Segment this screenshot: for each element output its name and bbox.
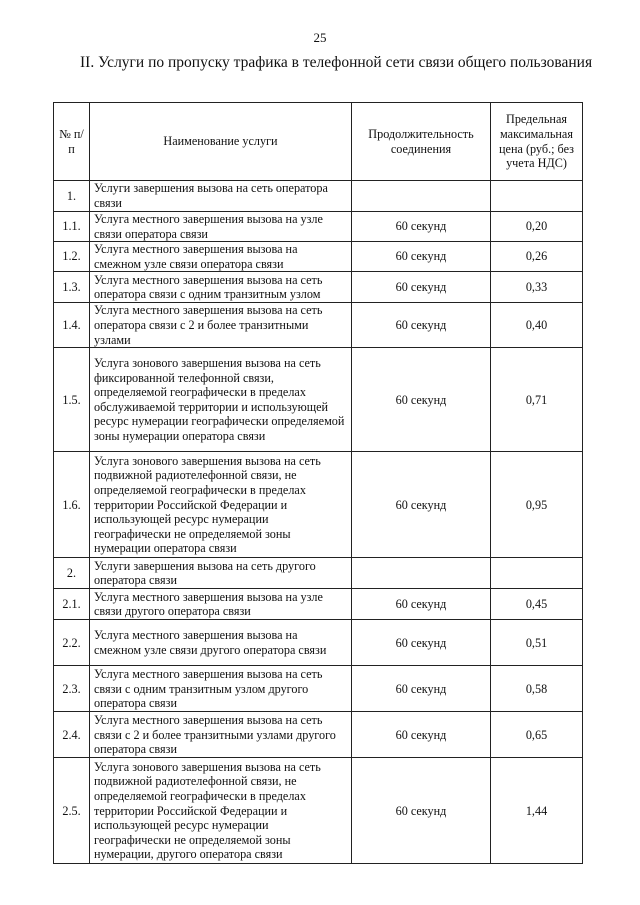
row-duration: 60 секунд — [352, 452, 491, 558]
header-duration: Продолжительность соединения — [352, 103, 491, 181]
table-row — [54, 272, 583, 303]
row-num: 1.6. — [54, 452, 90, 558]
header-name: Наименование услуги — [90, 103, 352, 181]
row-num: 2.5. — [54, 758, 90, 864]
table-row — [54, 620, 583, 666]
row-price: 0,65 — [491, 712, 583, 758]
row-name: Услуга зонового завершения вызова на сеть фиксированной телефонной связи, определяемой географически в пределах обслуживаемой территории и использующей ресурс нумерации географически определяемой зоны нумерации оператора связи — [90, 348, 352, 452]
row-duration: 60 секунд — [352, 303, 491, 348]
row-name: Услуга местного завершения вызова на сеть связи с одним транзитным узлом другого оператора связи — [90, 666, 352, 712]
row-price: 0,45 — [491, 589, 583, 620]
header-price: Предельная максимальная цена (руб.; без учета НДС) — [491, 103, 583, 181]
row-price: 0,51 — [491, 620, 583, 666]
row-name: Услуга зонового завершения вызова на сеть подвижной радиотелефонной связи, не определяемой географически в пределах территории Российской Федерации и использующей ресурс нумерации географически не определяемой зоны нумерации оператора связи — [90, 452, 352, 558]
table-row — [54, 348, 583, 452]
table-row — [54, 558, 583, 589]
table-row — [54, 181, 583, 212]
row-num: 2.4. — [54, 712, 90, 758]
row-duration: 60 секунд — [352, 666, 491, 712]
row-name: Услуга местного завершения вызова на смежном узле связи оператора связи — [90, 242, 352, 272]
row-price: 0,95 — [491, 452, 583, 558]
row-num: 1.2. — [54, 242, 90, 272]
row-duration: 60 секунд — [352, 242, 491, 272]
table-row — [54, 666, 583, 712]
row-duration: 60 секунд — [352, 348, 491, 452]
table-row — [54, 242, 583, 272]
row-name: Услуги завершения вызова на сеть другого оператора связи — [90, 558, 352, 589]
row-name: Услуги завершения вызова на сеть оператора связи — [90, 181, 352, 212]
row-num: 1. — [54, 181, 90, 212]
row-name: Услуга местного завершения вызова на узле связи другого оператора связи — [90, 589, 352, 620]
row-price — [491, 181, 583, 212]
row-price: 0,71 — [491, 348, 583, 452]
table-row — [54, 303, 583, 348]
row-num: 2.1. — [54, 589, 90, 620]
row-name: Услуга местного завершения вызова на сеть связи с 2 и более транзитными узлами другого оператора связи — [90, 712, 352, 758]
row-name: Услуга местного завершения вызова на сеть оператора связи с одним транзитным узлом — [90, 272, 352, 303]
row-duration — [352, 558, 491, 589]
row-price: 0,58 — [491, 666, 583, 712]
header-num: № п/п — [54, 103, 90, 181]
row-duration: 60 секунд — [352, 758, 491, 864]
table-row — [54, 712, 583, 758]
row-price: 0,33 — [491, 272, 583, 303]
section-title: II. Услуги по пропуску трафика в телефонной сети связи общего пользования — [80, 54, 593, 71]
row-num: 2.3. — [54, 666, 90, 712]
row-num: 1.5. — [54, 348, 90, 452]
row-name: Услуга местного завершения вызова на смежном узле связи другого оператора связи — [90, 620, 352, 666]
row-name: Услуга зонового завершения вызова на сеть подвижной радиотелефонной связи, не определяемой географически в пределах территории Российской Федерации и использующей ресурс нумерации географически не определяемой зоны нумерации, другого оператора связи — [90, 758, 352, 864]
row-duration: 60 секунд — [352, 712, 491, 758]
row-duration: 60 секунд — [352, 212, 491, 242]
row-num: 1.4. — [54, 303, 90, 348]
row-name: Услуга местного завершения вызова на сеть оператора связи с 2 и более транзитными узлами — [90, 303, 352, 348]
row-price: 1,44 — [491, 758, 583, 864]
row-duration: 60 секунд — [352, 589, 491, 620]
services-table — [53, 102, 583, 864]
row-name: Услуга местного завершения вызова на узле связи оператора связи — [90, 212, 352, 242]
row-num: 2.2. — [54, 620, 90, 666]
table-row — [54, 589, 583, 620]
row-price: 0,26 — [491, 242, 583, 272]
row-num: 2. — [54, 558, 90, 589]
row-price — [491, 558, 583, 589]
table-row — [54, 212, 583, 242]
row-price: 0,40 — [491, 303, 583, 348]
table-row — [54, 452, 583, 558]
row-duration: 60 секунд — [352, 620, 491, 666]
row-num: 1.1. — [54, 212, 90, 242]
row-duration: 60 секунд — [352, 272, 491, 303]
row-price: 0,20 — [491, 212, 583, 242]
row-duration — [352, 181, 491, 212]
row-num: 1.3. — [54, 272, 90, 303]
table-row — [54, 758, 583, 864]
page-number: 25 — [313, 30, 327, 45]
table-header-row — [54, 103, 583, 181]
